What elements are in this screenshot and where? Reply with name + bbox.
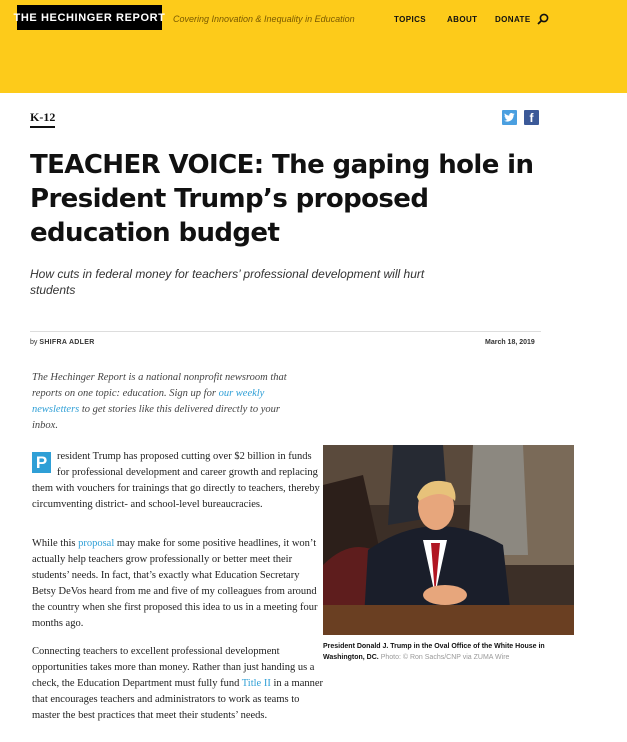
drop-cap: P (32, 452, 51, 473)
facebook-icon: f (529, 110, 534, 125)
site-tagline: Covering Innovation & Inequality in Education (173, 14, 355, 24)
paragraph-1-text: resident Trump has proposed cutting over $2 billion in funds for professional development and career growth and replacing them with vouchers for trainings that go directly to teachers, thereby circumventing district- and school-level bureaucracies. (32, 451, 320, 510)
body-paragraph-1 (32, 449, 324, 513)
article-dek: How cuts in federal money for teachers’ professional development will hurt students (30, 267, 425, 297)
photo-caption (323, 641, 578, 663)
site-logo[interactable]: THE HECHINGER REPORT (17, 5, 162, 30)
newsletter-intro (32, 370, 304, 434)
oval-office-photo (323, 445, 574, 635)
intro-text-after: to get stories like this delivered directly to your inbox. (32, 404, 280, 431)
paragraph-3-before: Connecting teachers to excellent professional development opportunities takes more than money. Rather than just handing us a check, the Education Department must fully fund (32, 646, 315, 689)
top-navigation-bar (0, 0, 627, 33)
paragraph-2-after: may make for some positive headlines, it won’t actually help teachers grow professionally or better meet their students’ needs. In fact, that’s exactly what Education Secretary Betsy DeVos heard from me and five of my colleagues from around the country when she first proposed this idea to us in a meeting four months ago. (32, 538, 318, 629)
search-icon[interactable] (537, 13, 549, 25)
body-paragraph-3 (32, 644, 324, 724)
twitter-share-button[interactable] (502, 110, 517, 125)
category-link[interactable]: K-12 (30, 110, 55, 128)
paragraph-2-before: While this (32, 538, 76, 549)
byline (30, 339, 95, 346)
byline-prefix: by (30, 339, 38, 346)
facebook-share-button[interactable] (524, 110, 539, 125)
photo-credit: Photo: © Ron Sachs/CNP via ZUMA Wire (380, 654, 510, 661)
publish-date: March 18, 2019 (485, 339, 535, 346)
author-link[interactable]: SHIFRA ADLER (39, 339, 95, 346)
nav-about[interactable]: ABOUT (447, 15, 478, 24)
divider (30, 331, 541, 332)
twitter-icon (504, 113, 515, 122)
proposal-link[interactable]: proposal (78, 538, 115, 549)
article-photo (323, 445, 574, 635)
intro-text-before: The Hechinger Report is a national nonprofit newsroom that reports on one topic: education. Sign up for (32, 372, 287, 399)
body-paragraph-2 (32, 536, 324, 632)
nav-donate[interactable]: DONATE (495, 15, 531, 24)
paragraph-3-after: in a manner that encourages teachers and administrators to work as teams to master the best practices that meet their students’ needs. (32, 678, 324, 721)
nav-topics[interactable]: TOPICS (394, 15, 427, 24)
title-ii-link[interactable]: Title II (241, 678, 271, 689)
newsletter-link[interactable]: our weekly newsletters (32, 388, 265, 415)
caption-text: President Donald J. Trump in the Oval Office of the White House in Washington, DC. (323, 643, 545, 661)
article-headline: TEACHER VOICE: The gaping hole in President Trump’s proposed education budget (30, 150, 534, 248)
